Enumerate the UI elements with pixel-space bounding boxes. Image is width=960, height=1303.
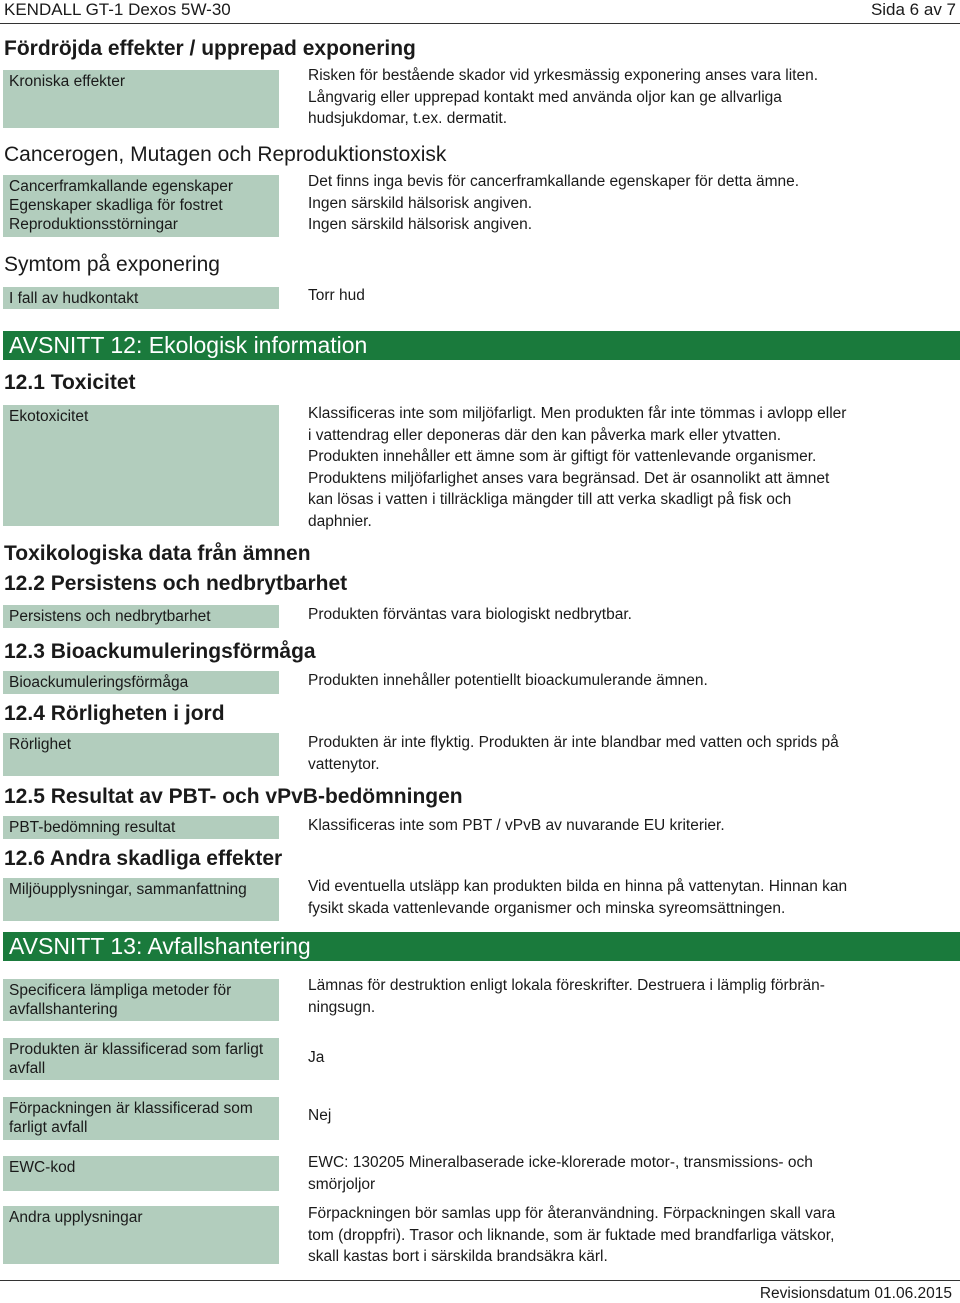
bioaccumulation-text: Produkten innehåller potentiellt bioackumulerande ämnen. [308,672,708,689]
ewc-code-label: EWC-kod [3,1156,279,1191]
symptoms-title: Symtom på exponering [4,253,220,276]
bioaccumulation-label: Bioackumuleringsförmåga [3,671,279,694]
skin-contact-label: I fall av hudkontakt [3,287,279,309]
product-name: KENDALL GT-1 Dexos 5W-30 [4,0,231,19]
pbt-title: 12.5 Resultat av PBT- och vPvB-bedömningen [4,785,463,808]
section-12-bar: AVSNITT 12: Ekologisk information [3,331,960,360]
mobility-text: Produkten är inte flyktig. Produkten är inte blandbar med vatten och sprids på vattenytor. [308,734,839,773]
section-13-bar: AVSNITT 13: Avfallshantering [3,932,960,961]
environmental-summary-label: Miljöupplysningar, sammanfattning [3,878,279,921]
cmr-title: Cancerogen, Mutagen och Reproduktionstoxisk [4,143,447,166]
footer-divider [0,1280,960,1281]
ewc-code-text: EWC: 130205 Mineralbaserade icke-klorerade motor-, transmissions- och smörjoljor [308,1154,813,1193]
persistence-label: Persistens och nedbrytbarhet [3,605,279,628]
other-effects-title: 12.6 Andra skadliga effekter [4,847,283,870]
mobility-title: 12.4 Rörligheten i jord [4,702,225,725]
pbt-label: PBT-bedömning resultat [3,816,279,839]
cmr-text-carcinogenic: Det finns inga bevis för cancerframkallande egenskaper för detta ämne. [308,173,800,190]
packaging-waste-text: Nej [308,1107,332,1124]
cmr-label-fetal: Egenskaper skadliga för fostret [9,197,223,214]
cmr-text-reproductive: Ingen särskild hälsorisk angiven. [308,216,533,233]
cmr-values [308,171,848,236]
environmental-summary-text: Vid eventuella utsläpp kan produkten bilda en hinna på vattenytan. Hinnan kan fysikt skada vattenlevande organismer och minska syreomsättningen. [308,878,848,917]
cmr-label-reproductive: Reproduktionsstörningar [9,216,178,233]
delayed-effects-title: Fördröjda effekter / upprepad exponering [4,37,416,60]
packaging-waste-label: Förpackningen är klassificerad som farligt avfall [3,1097,279,1140]
pbt-text: Klassificeras inte som PBT / vPvB av nuvarande EU kriterier. [308,817,725,834]
toxicity-title: 12.1 Toxicitet [4,371,136,394]
cmr-text-fetal: Ingen särskild hälsorisk angiven. [308,194,533,212]
page-number: Sida 6 av 7 [870,0,956,19]
hazardous-waste-text: Ja [308,1049,325,1066]
chronic-effects-text: Risken för bestående skador vid yrkesmässig exponering anses vara liten. Långvarig eller upprepad kontakt med använda oljor kan ge allvarliga hudsjukdomar, t.ex. dermatit. [308,67,819,127]
revision-date: Revisionsdatum 01.06.2015 [759,1285,952,1302]
hazardous-waste-label: Produkten är klassificerad som farligt avfall [3,1038,279,1080]
cmr-labels [3,175,279,237]
toxicological-data-title: Toxikologiska data från ämnen [4,542,311,565]
ecotoxicity-text: Klassificeras inte som miljöfarligt. Men produkten får inte tömmas i avlopp eller i vattendrag eller deponeras där den kan påverka mark eller ytvatten. Produkten innehåller ett ämne som är giftigt för vattenlevande organismer. Produktens miljöfarlighet anses vara begränsad. Det är osannolikt att ämnet kan lösas i vatten i tillräckliga mängder till att verka skadligt på fisk och daphnier. [308,405,847,530]
header-divider [0,23,960,24]
mobility-label: Rörlighet [3,733,279,776]
ecotoxicity-label: Ekotoxicitet [3,405,279,526]
disposal-methods-text: Lämnas för destruktion enligt lokala föreskrifter. Destruera i lämplig förbrän-ningsugn. [308,977,825,1016]
disposal-methods-label: Specificera lämpliga metoder för avfallshantering [3,979,279,1021]
bioaccumulation-title: 12.3 Bioackumuleringsförmåga [4,640,316,663]
cmr-label-carcinogenic: Cancerframkallande egenskaper [9,178,234,195]
persistence-text: Produkten förväntas vara biologiskt nedbrytbar. [308,606,632,623]
other-information-label: Andra upplysningar [3,1206,279,1264]
persistence-title: 12.2 Persistens och nedbrytbarhet [4,572,348,595]
other-information-text: Förpackningen bör samlas upp för återanvändning. Förpackningen skall vara tom (droppfri). Trasor och liknande, som är fuktade med brandfarliga vätskor, skall kastas bort i särskilda brandsäkra kärl. [308,1205,836,1265]
chronic-effects-label: Kroniska effekter [3,70,279,128]
skin-contact-text: Torr hud [308,287,365,304]
